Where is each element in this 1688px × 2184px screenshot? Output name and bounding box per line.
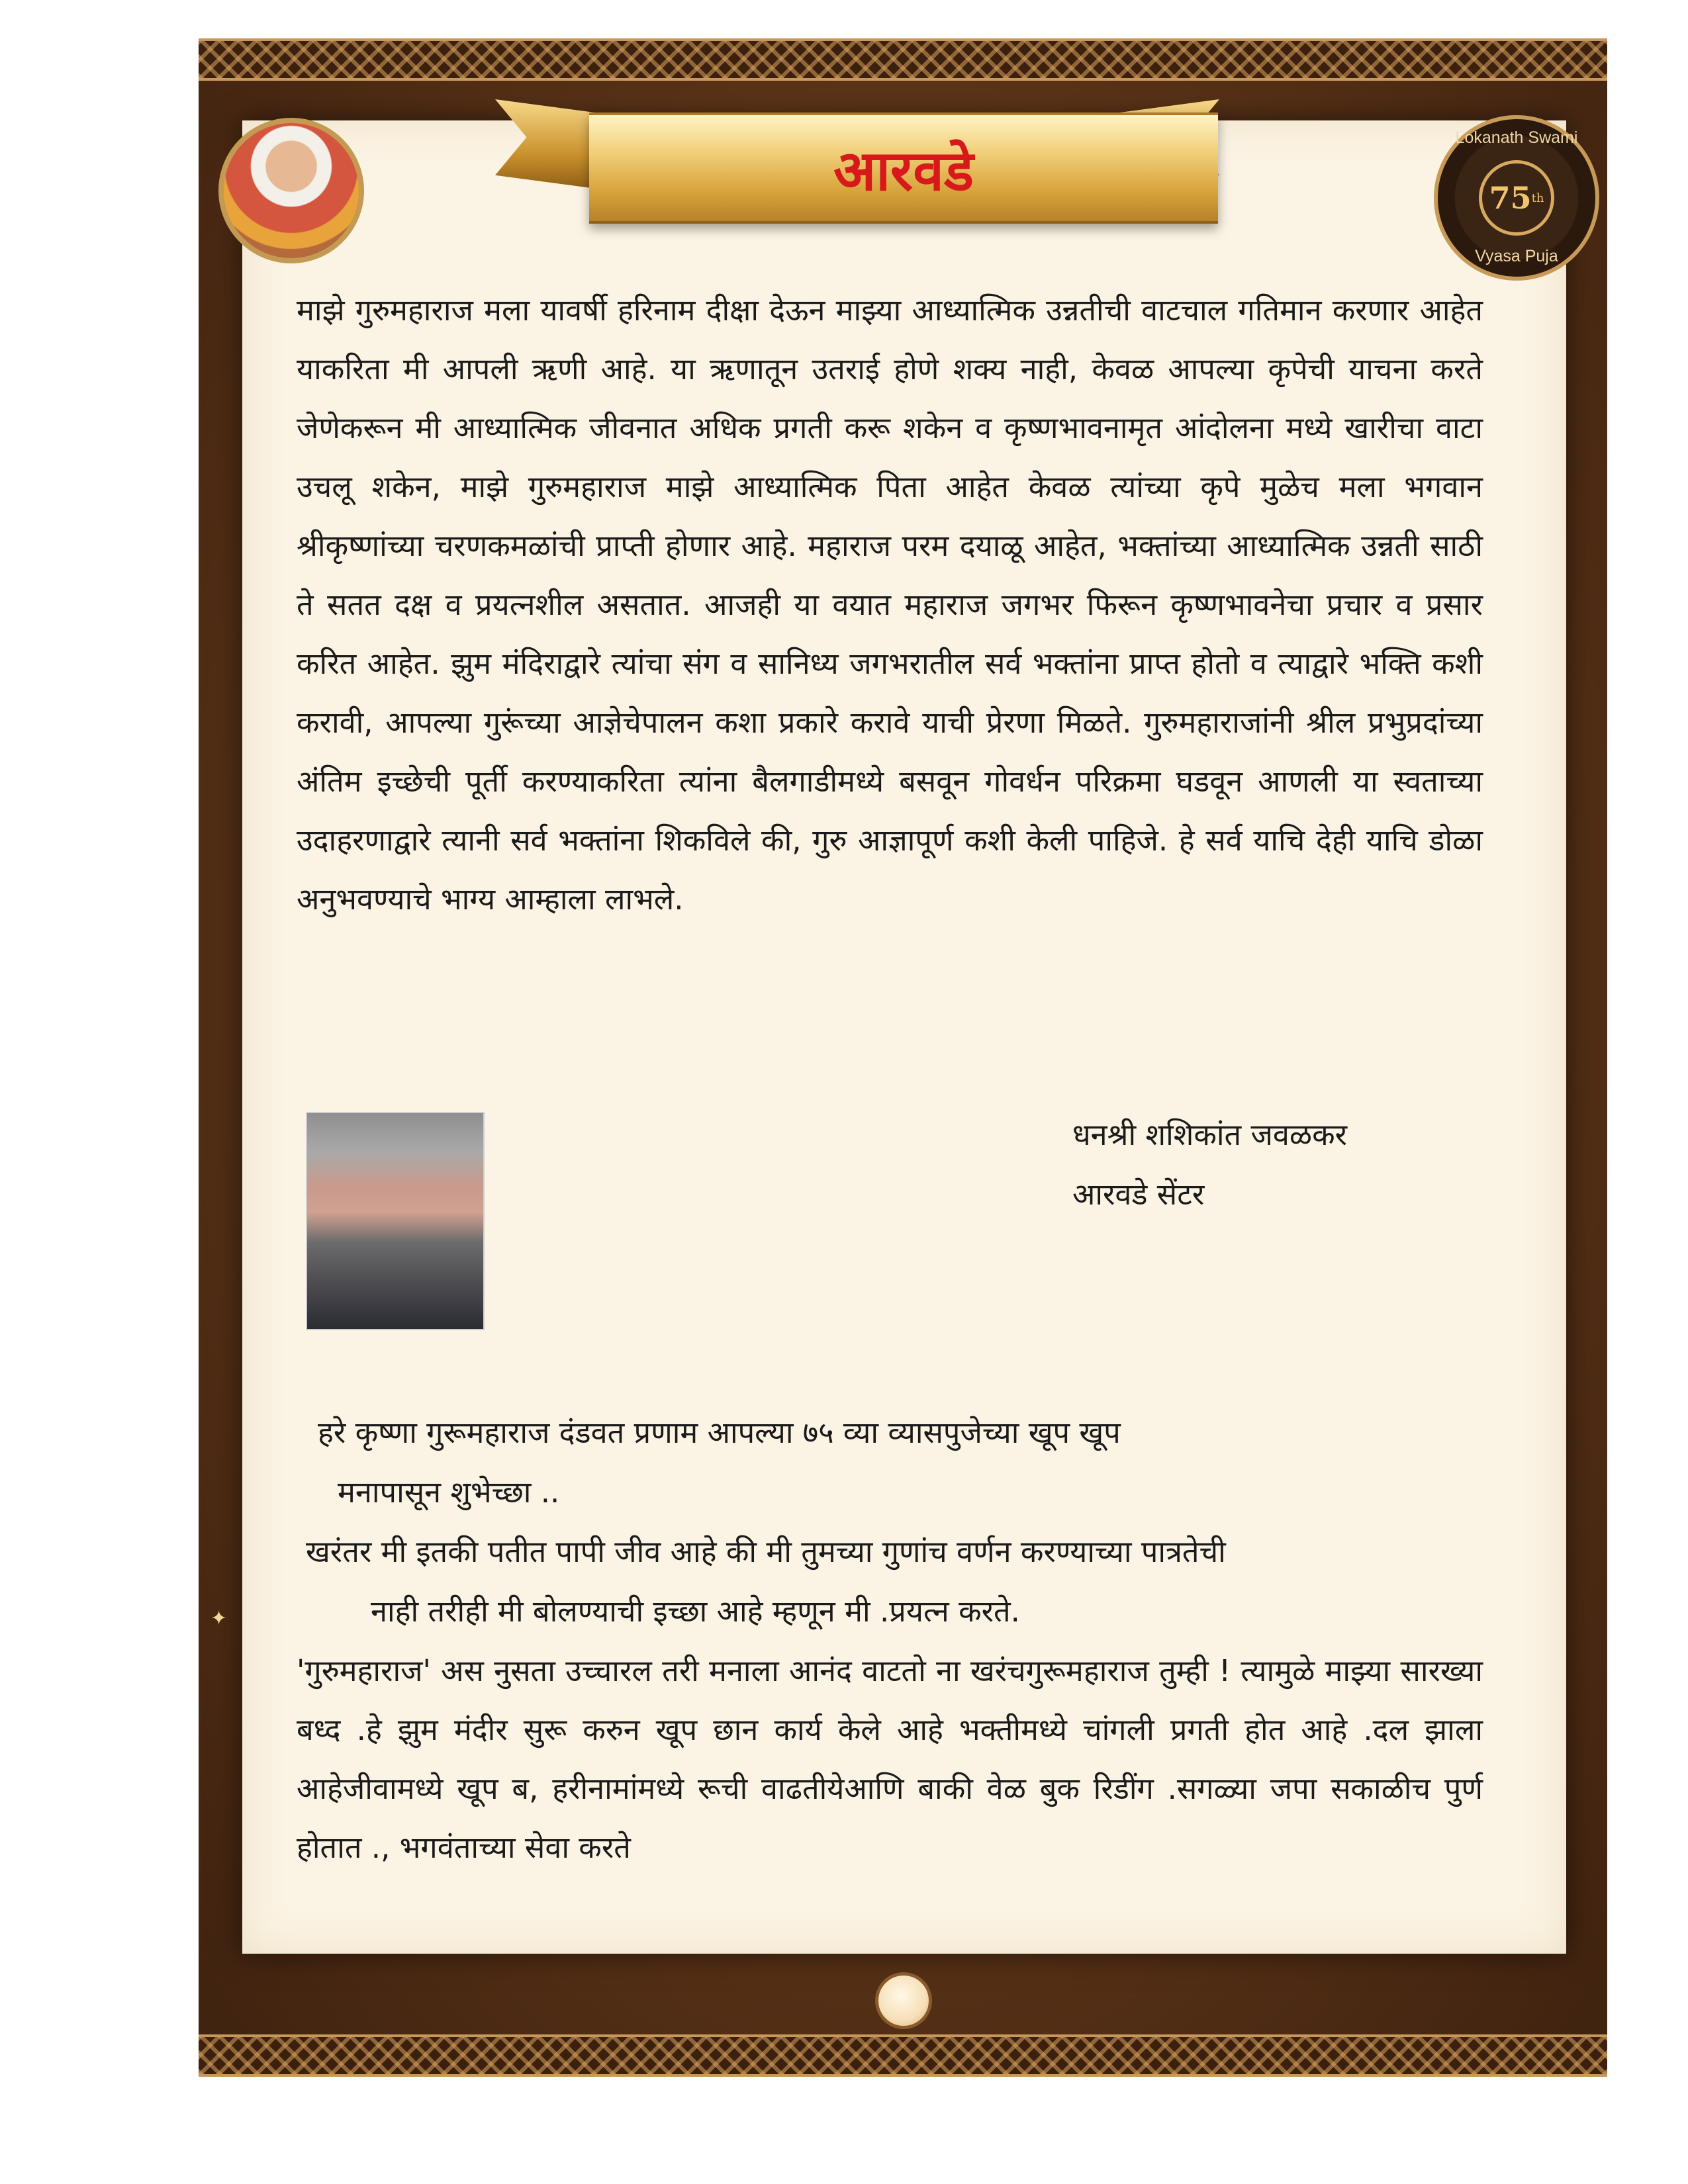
badge-top-text: Lokanath Swami: [1455, 128, 1578, 147]
letter-two-line-4: नाही तरीही मी बोलण्याची इच्छा आहे म्हणून मी .प्रयत्न करते.: [371, 1594, 1020, 1629]
page-ornament-circle: [875, 1972, 932, 2029]
badge-ring: [1479, 160, 1554, 236]
sparkle-icon: ✦: [211, 1607, 228, 1630]
anniversary-badge: [1434, 115, 1599, 281]
signature-name: धनश्री शशिकांत जवळकर: [1072, 1117, 1348, 1152]
badge-number: 75: [1489, 180, 1532, 216]
letter-two-line-1: हरे कृष्णा गुरूमहाराज दंडवत प्रणाम आपल्या ७५ व्या व्यासपुजेच्या खूप खूप: [318, 1415, 1121, 1450]
badge-bottom-text: Vyasa Puja: [1475, 247, 1558, 265]
decorative-border-bottom: [199, 2034, 1607, 2077]
author-photo: [306, 1112, 485, 1330]
letter-two-line-3: खरंतर मी इतकी पतीत पापी जीव आहे की मी तुमच्या गुणांच वर्णन करण्याच्या पात्रतेची: [306, 1534, 1226, 1569]
letter-two-line-2: मनापासून शुभेच्छा ..: [338, 1475, 560, 1510]
title-ribbon: [589, 113, 1218, 224]
letter-two-body: 'गुरुमहाराज' अस नुसता उच्चारल तरी मनाला आनंद वाटतो ना खरंचगुरूमहाराज तुम्ही ! त्यामुळे माझ्या सारख्या बध्द .हे झुम मंदीर सुरू करुन खूप छान कार्य केले आहे भक्तीमध्ये चांगली प्रगती होत आहे .दल झाला आहेजीवामध्ये खूप ब, हरीनामांमध्ये रूची वाढतीयेआणि बाकी वेळ बुक रिडींग .सगळ्या जपा सकाळीच पुर्ण होतात ., भगवंताच्या सेवा करते: [297, 1653, 1483, 1865]
signature-center: आरवडे सेंटर: [1072, 1177, 1205, 1212]
decorative-border-top: [199, 38, 1607, 81]
guru-portrait: [218, 118, 364, 263]
page-title: आरवडे: [833, 138, 974, 203]
badge-superscript: th: [1531, 191, 1544, 205]
letter-one-body: माझे गुरुमहाराज मला यावर्षी हरिनाम दीक्षा देऊन माझ्या आध्यात्मिक उन्नतीची वाटचाल गतिमान करणार आहेत याकरिता मी आपली ऋणी आहे. या ऋणातून उतराई होणे शक्य नाही, केवळ आपल्या कृपेची याचना करते जेणेकरून मी आध्यात्मिक जीवनात अधिक प्रगती करू शकेन व कृष्णभावनामृत आंदोलना मध्ये खारीचा वाटा उचलू शकेन, माझे गुरुमहाराज माझे आध्यात्मिक पिता आहेत केवळ त्यांच्या कृपे मुळेच मला भगवान श्रीकृष्णांच्या चरणकमळांची प्राप्ती होणार आहे. महाराज परम दयाळू आहेत, भक्तांच्या आध्यात्मिक उन्नती साठी ते सतत दक्ष व प्रयत्नशील असतात. आजही या वयात महाराज जगभर फिरून कृष्णभावनेचा प्रचार व प्रसार करित आहेत. झुम मंदिराद्वारे त्यांचा संग व सानिध्य जगभरातील सर्व भक्तांना प्राप्त होतो व त्याद्वारे भक्ति कशी करावी, आपल्या गुरूंच्या आज्ञेचेपालन कशा प्रकारे करावे याची प्रेरणा मिळते. गुरुमहाराजांनी श्रील प्रभुप्रदांच्या अंतिम इच्छेची पूर्ती करण्याकरिता त्यांना बैलगाडीमध्ये बसवून गोवर्धन परिक्रमा घडवून आणली या स्वताच्या उदाहरणाद्वारे त्यानी सर्व भक्तांना शिकविले की, गुरु आज्ञापूर्ण कशी केली पाहिजे. हे सर्व याचि देही याचि डोळा अनुभवण्याचे भाग्य आम्हाला लाभले.: [297, 293, 1483, 917]
